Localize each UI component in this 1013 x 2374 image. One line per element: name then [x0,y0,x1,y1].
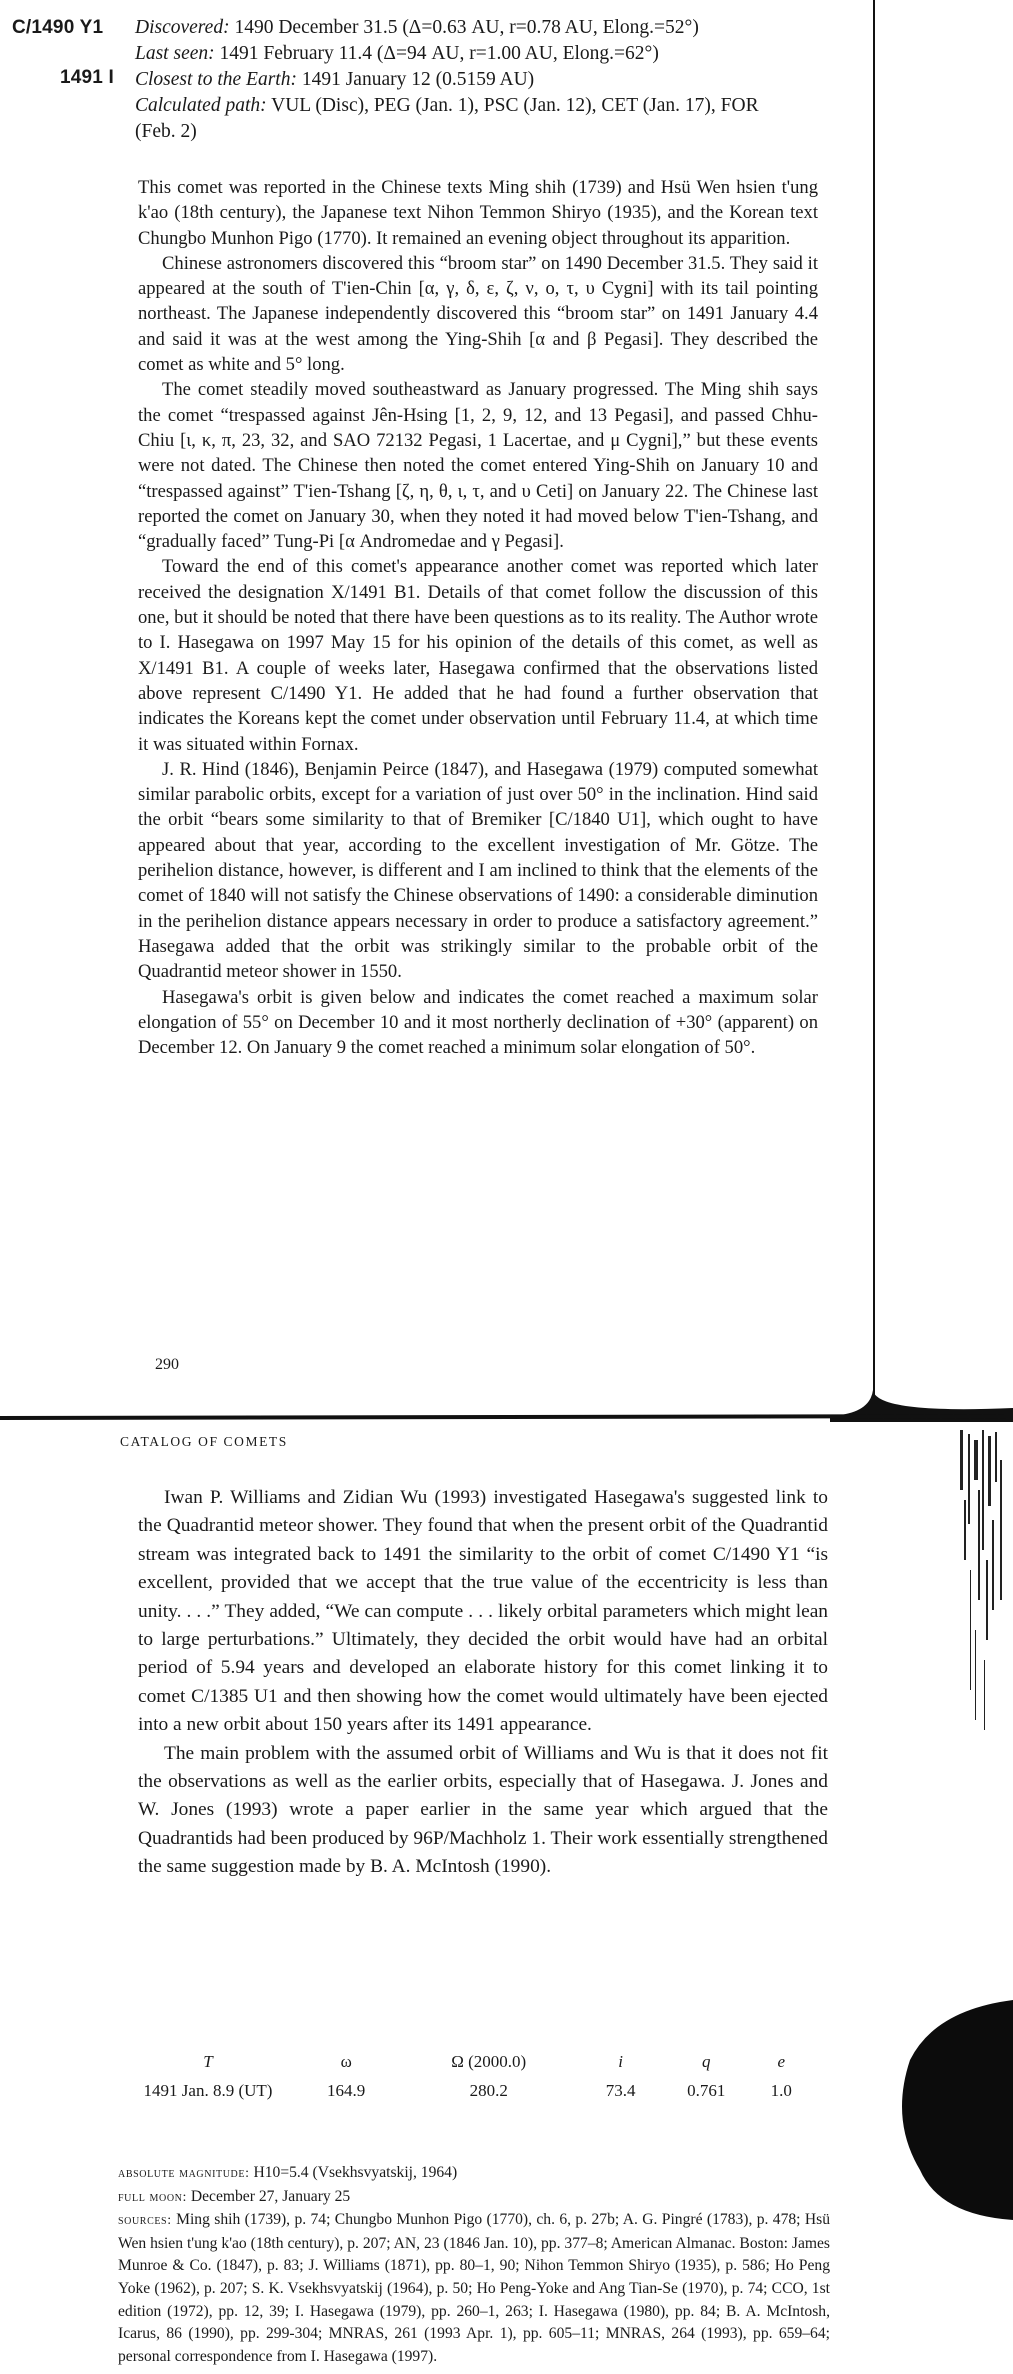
discovered-line: Discovered: 1490 December 31.5 (Δ=0.63 AU, r=0.78 AU, Elong.=52°) [135,17,699,38]
paragraph: Toward the end of this comet's appearance another comet was reported which later received the designation X/1491 B1. Details of that comet follow the discussion of this one, but it should be noted that there have been questions as to its reality. The Author wrote to I. Hasegawa on 1997 May 15 for his opinion of the details of this comet, as well as X/1491 B1. A couple of weeks later, Hasegawa confirmed that the observations listed above represent C/1490 Y1. He added that he had found a further observation that indicates the Koreans kept the comet under observation until February 11.4, at which time it was situated within Fornax. [138,556,818,755]
closest-line: Closest to the Earth: 1491 January 12 (0.5159 AU) [135,69,535,90]
header-q: q [702,2052,711,2071]
running-head: CATALOG OF COMETS [120,1434,288,1449]
page2-body-text [138,1484,828,1882]
cell-q: 0.761 [687,2081,726,2100]
cell-e: 1.0 [770,2081,792,2100]
cell-node: 280.2 [469,2081,508,2100]
page-number: 290 [155,1356,179,1373]
scan-edge-line [873,0,875,1410]
cell-i: 73.4 [605,2081,636,2100]
cell-T: 1491 Jan. 8.9 (UT) [143,2081,273,2100]
comet-roman-designation: 1491 I [60,67,115,88]
comet-designation: C/1490 Y1 [12,17,104,38]
page1-body-text [138,175,818,1060]
header-e: e [777,2052,785,2071]
calculated-path-line: Calculated path: VUL (Disc), PEG (Jan. 1), PSC (Jan. 12), CET (Jan. 17), FOR [135,95,759,116]
header-omega: ω [340,2052,352,2071]
last-seen-line: Last seen: 1491 February 11.4 (Δ=94 AU, r=1.00 AU, Elong.=62°) [135,43,659,64]
paragraph: Hasegawa's orbit is given below and indicates the comet reached a maximum solar elongation of 55° on December 10 and it most northerly declination of +30° (apparent) on December 12. On January 9 the comet reached a minimum solar elongation of 50°. [138,986,818,1059]
paragraph: The comet steadily moved southeastward as January progressed. The Ming shih says the comet “trespassed against Jên-Hsing [1, 2, 9, 12, and 13 Pegasi], and passed Chhu-Chiu [ι, κ, π, 23, 32, and SAO 72132 Pegasi, 1 Lacertae, and μ Cygni],” but these events were not dated. The Chinese then noted the comet entered Ying-Shih on January 10 and “trespassed against” T'ien-Tshang [ζ, η, θ, ι, τ, and υ Ceti] on January 22. The Chinese last reported the comet on January 30, when they noted it had moved below T'ien-Tshang, and “gradually faced” Tung-Pi [α Andromedae and γ Pegasi]. [138,379,818,553]
orbit-table-header [118,2047,808,2077]
orbit-table [118,2047,808,2105]
paragraph: Iwan P. Williams and Zidian Wu (1993) investigated Hasegawa's suggested link to the Quadrantid meteor shower. They found that when the present orbit of the Quadrantid stream was integrated back to 1491 the similarity to the orbit of comet C/1490 Y1 “is excellent, provided that we accept that the true value of the eccentricity is less than unity. . . .” They added, “We can compute . . . likely orbital parameters which might lean to large perturbations.” Ultimately, they decided the orbit would have had an orbital period of 5.94 years and developed an elaborate history for this comet linking it to comet C/1385 U1 and then showing how the comet would ultimately have been ejected into a new orbit about 150 years after its 1491 appearance. [138,1487,828,1736]
full-moon: full moon: December 27, January 25 [118,2187,351,2205]
scan-shadow-blob [880,2000,1013,2220]
table-row [118,2077,808,2105]
paragraph: Chinese astronomers discovered this “broom star” on 1490 December 31.5. They said it appeared at the south of T'ien-Chin [α, γ, δ, ε, ζ, ν, ο, τ, υ Cygni] with its tail pointing northeast. The Japanese independently discovered this “broom star” on 1491 January 4.4 and said it was at the west among the Ying-Shih [α and β Pegasi]. They described the comet as white and 5° long. [138,252,818,376]
calculated-path-cont: (Feb. 2) [135,121,197,142]
absolute-magnitude: absolute magnitude: H10=5.4 (Vsekhsvyatskij, 1964) [118,2164,458,2181]
sources: sources: Ming shih (1739), p. 74; Chungbo Munhon Pigo (1770), ch. 6, p. 27b; A. G. Pingré (1783), p. 478; Hsü Wen hsien t'ung k'ao (18th century), p. 207; AN, 23 (1846 Jan. 10), pp. 377–8; American Almanac. Boston: James Munroe & Co. (1847), p. 83; J. Williams (1871), pp. 80–1, 90; Nihon Temmon Shiryo (1935), p. 586; Ho Peng Yoke (1962), p. 207; S. K. Vsekhsvyatskij (1964), p. 50; Ho Peng-Yoke and Ang Tian-Se (1970), p. 74; CCO, 1st edition (1972), pp. 12, 39; I. Hasegawa (1979), pp. 260–1, 263; I. Hasegawa (1980), pp. 84; B. A. McIntosh, Icarus, 86 (1990), pp. 299-304; MNRAS, 261 (1993 Apr. 1), pp. 605–11; MNRAS, 264 (1993), pp. 659–64; personal correspondence from I. Hasegawa (1997). [118,2211,830,2365]
cell-omega: 164.9 [327,2081,366,2100]
header-i: i [618,2052,623,2071]
paragraph: The main problem with the assumed orbit of Williams and Wu is that it does not fit the observations as well as the earlier orbits, especially that of Hasegawa. J. Jones and W. Jones (1993) wrote a paper earlier in the same year which argued that the Quadrantids had been produced by 96P/Machholz 1. Their work essentially strengthened the same suggestion made by B. A. McIntosh (1990). [138,1742,828,1878]
comet-metadata [118,2162,830,2368]
header-T: T [203,2052,213,2071]
paragraph: This comet was reported in the Chinese texts Ming shih (1739) and Hsü Wen hsien t'ung k'ao (18th century), the Japanese text Nihon Temmon Shiryo (1935), and the Korean text Chungbo Munhon Pigo (1770). It remained an evening object throughout its apparition. [138,177,818,249]
scan-noise-strip [940,1430,1010,1760]
paragraph: J. R. Hind (1846), Benjamin Peirce (1847), and Hasegawa (1979) computed somewhat similar parabolic orbits, except for a variation of just over 50° in the inclination. Hind said the orbit “bears some similarity to that of Bremiker [C/1840 U1], which ought to have appeared about that year, according to the excellent investigation of Mr. Götze. The perihelion distance, however, is different and I am inclined to think that the elements of the comet of 1840 will not satisfy the Chinese observations of 1490: a considerable diminution in the perihelion distance appears necessary in order to produce a satisfactory agreement.” Hasegawa added that the orbit was strikingly similar to the probable orbit of the Quadrantid meteor shower in 1550. [138,758,818,983]
header-node: Ω (2000.0) [451,2052,527,2071]
page-291 [0,1420,1013,2374]
